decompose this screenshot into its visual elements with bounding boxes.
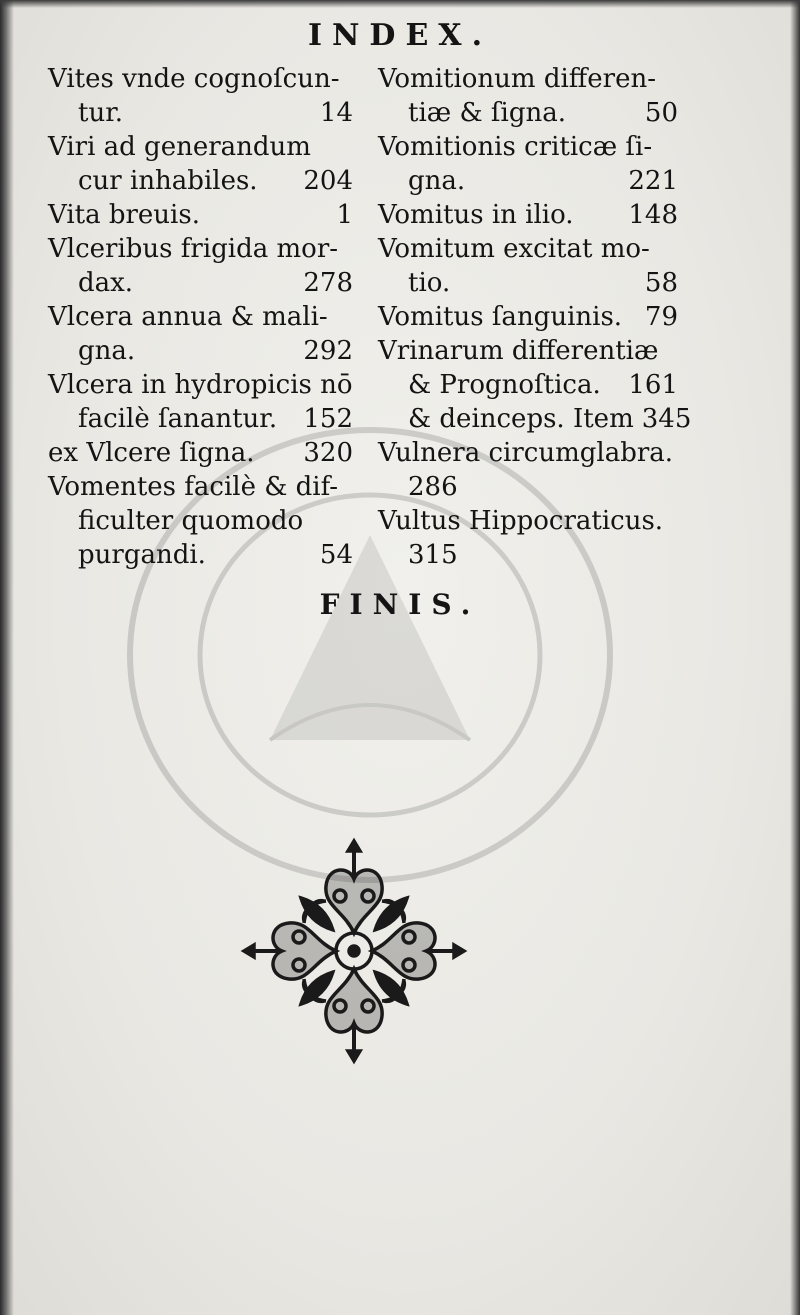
index-entry-line [48,266,353,300]
index-entry-line [378,368,678,402]
index-entry [48,368,353,436]
index-entry [48,62,353,130]
index-page-number: 50 [644,98,678,128]
index-page-number: 221 [628,166,678,196]
index-entry-line [378,164,678,198]
index-page-number: 345 [641,404,692,434]
index-page-number: 278 [303,268,353,298]
index-page-number: 320 [303,438,353,468]
index-entry-text: Vulnera circumglabra. [378,438,674,468]
index-entry-text: Vlcera in hydropicis nō [48,370,353,400]
index-entry-line [48,504,353,538]
index-entry-line [378,266,678,300]
fleuron-ornament-icon [236,836,472,1066]
index-entry-text: cur inhabiles. [78,166,258,196]
index-entry-line [48,130,353,164]
index-entry [378,130,678,198]
index-entry [48,300,353,368]
index-entry-line [378,96,678,130]
index-entry [48,232,353,300]
index-entry [378,232,678,300]
index-entry-text: Vomentes facilè & dif- [48,472,339,502]
index-entry-text: 315 [408,540,458,570]
index-entry-text: 286 [408,472,458,502]
index-entry-line [378,62,678,96]
index-entry-text: & Prognoſtica. [408,370,601,400]
index-entry [378,62,678,130]
index-page-number: 1 [336,200,353,230]
index-entry-text: gna. [78,336,136,366]
index-entry-line [378,504,678,538]
index-entry-line [48,402,353,436]
index-page-number: 152 [303,404,353,434]
index-entry-text: Vomitionum differen- [378,64,657,94]
index-entry [378,198,678,232]
index-page-number: 58 [644,268,678,298]
index-entry-line [378,470,678,504]
index-entry-line [378,300,678,334]
index-page-number: 292 [303,336,353,366]
index-entry [378,504,678,572]
finis-label: FINIS. [319,588,481,621]
index-entry-line [48,470,353,504]
index-entry-line [48,436,353,470]
index-entry [378,300,678,334]
page-header-index: INDEX. [307,18,493,53]
index-entry-text: tur. [78,98,124,128]
index-entry-line [48,62,353,96]
index-entry [48,470,353,572]
index-page-number: 54 [319,540,353,570]
index-entry-text: Vrinarum differentiæ [378,336,659,366]
index-entry-line [48,96,353,130]
index-entry-text: Viri ad generandum [48,132,311,162]
index-entry-line [48,368,353,402]
index-entry-line [48,300,353,334]
index-entry-line [378,402,692,436]
index-entry-line [48,164,353,198]
index-entry-line [48,198,353,232]
index-page-number: 148 [628,200,678,230]
index-entry-text: dax. [78,268,134,298]
index-entry-line [378,436,678,470]
index-entry-text: Vomitus in ilio. [378,200,574,230]
index-column-right [378,62,692,572]
index-entry [48,198,353,232]
index-entry-line [378,198,678,232]
index-entry-line [48,334,353,368]
index-entry-line [48,232,353,266]
index-entry-line [378,232,678,266]
index-entry-text: tiæ & ſigna. [408,98,566,128]
index-entry [378,436,678,504]
index-entry [48,436,353,470]
index-entry-line [378,334,678,368]
index-entry-text: Vlcera annua & mali- [48,302,328,332]
index-entry-text: tio. [408,268,451,298]
page-edge-right [790,0,800,1315]
index-entry-line [378,538,678,572]
index-entry-text: Vultus Hippocraticus. [378,506,664,536]
index-entry-text: & deinceps. Item [408,404,634,434]
page-edge-left [0,0,14,1315]
index-entry-text: ficulter quomodo [78,506,304,536]
index-entry-text: Vites vnde cognoſcun- [48,64,340,94]
index-page-number: 161 [628,370,678,400]
index-entry-text: Vomitum excitat mo- [378,234,650,264]
index-entry-line [48,538,353,572]
index-page-number: 79 [644,302,678,332]
index-entry-text: purgandi. [78,540,206,570]
page-edge-top [0,0,800,8]
index-entry-text: Vita breuis. [48,200,200,230]
index-page-number: 204 [303,166,353,196]
index-page-number: 14 [319,98,353,128]
index-entry-text: Vomitionis criticæ ſi- [378,132,653,162]
index-entry-text: facilè ſanantur. [78,404,278,434]
index-entry-text: gna. [408,166,466,196]
index-entry-text: Vomitus ſanguinis. [378,302,623,332]
index-entry-text: Vlceribus frigida mor- [48,234,339,264]
index-entry [48,130,353,198]
index-column-left [48,62,353,572]
index-entry-text: ex Vlcere ſigna. [48,438,255,468]
index-entry [378,334,692,436]
index-entry-line [378,130,678,164]
